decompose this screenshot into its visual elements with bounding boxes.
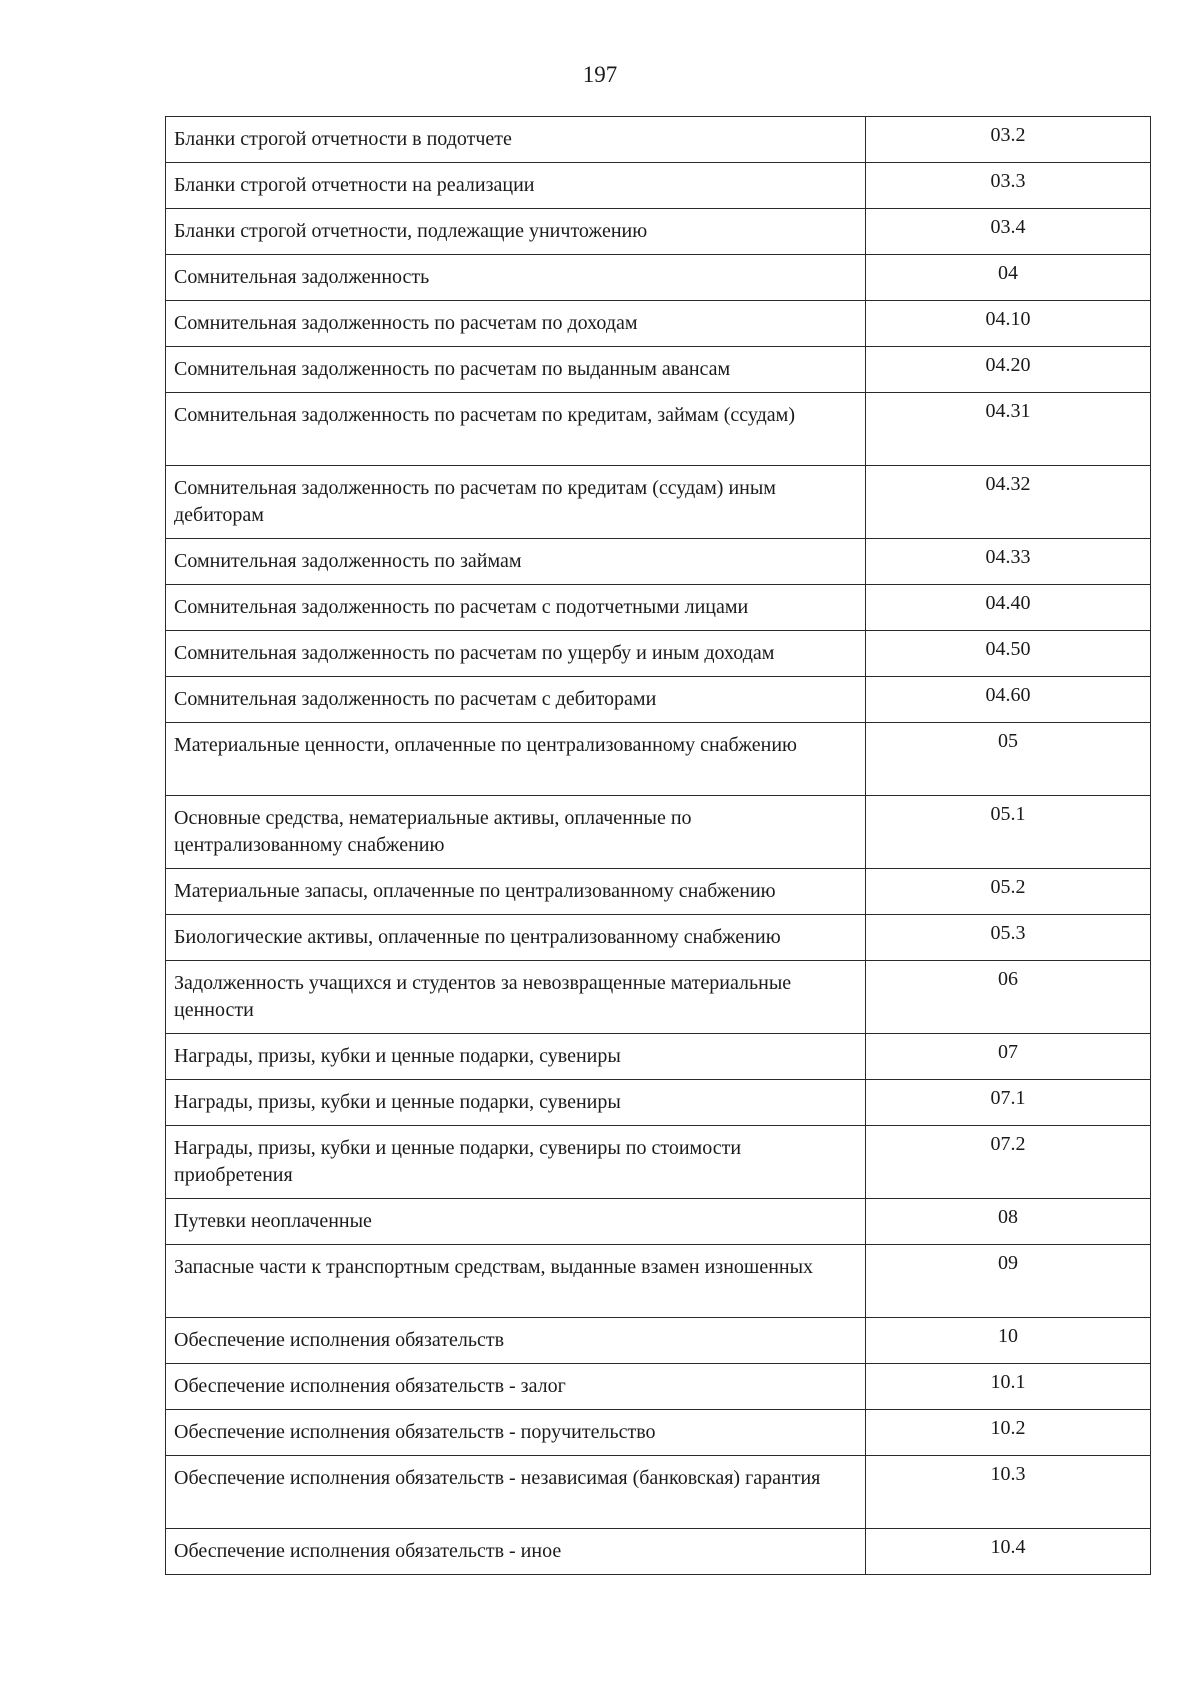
table-row	[166, 1080, 1151, 1126]
account-code-cell: 04.20	[866, 347, 1151, 393]
account-code-cell: 06	[866, 961, 1151, 1034]
table-row	[166, 255, 1151, 301]
table-row	[166, 1034, 1151, 1080]
account-code-cell: 10	[866, 1318, 1151, 1364]
table-row	[166, 869, 1151, 915]
account-code-cell: 04.40	[866, 585, 1151, 631]
account-name-cell: Запасные части к транспортным средствам, выданные взамен изношенных	[166, 1245, 866, 1318]
account-name-cell: Бланки строгой отчетности на реализации	[166, 163, 866, 209]
account-name-cell: Обеспечение исполнения обязательств - независимая (банковская) гарантия	[166, 1456, 866, 1529]
account-code-cell: 03.3	[866, 163, 1151, 209]
table-row	[166, 301, 1151, 347]
account-name-cell: Награды, призы, кубки и ценные подарки, сувениры	[166, 1034, 866, 1080]
account-code-cell: 10.3	[866, 1456, 1151, 1529]
table-row	[166, 1126, 1151, 1199]
account-name-cell: Бланки строгой отчетности в подотчете	[166, 117, 866, 163]
account-code-cell: 04.32	[866, 466, 1151, 539]
account-name-cell: Сомнительная задолженность по расчетам по ущербу и иным доходам	[166, 631, 866, 677]
account-name-cell: Обеспечение исполнения обязательств - поручительство	[166, 1410, 866, 1456]
accounts-table	[165, 116, 1151, 1575]
table-row	[166, 1318, 1151, 1364]
table-row	[166, 163, 1151, 209]
table-row	[166, 209, 1151, 255]
account-code-cell: 04.31	[866, 393, 1151, 466]
account-name-cell: Сомнительная задолженность по расчетам по кредитам, займам (ссудам)	[166, 393, 866, 466]
account-code-cell: 04.33	[866, 539, 1151, 585]
table-row	[166, 466, 1151, 539]
account-code-cell: 03.2	[866, 117, 1151, 163]
table-row	[166, 961, 1151, 1034]
table-row	[166, 393, 1151, 466]
account-name-cell: Обеспечение исполнения обязательств	[166, 1318, 866, 1364]
account-code-cell: 05	[866, 723, 1151, 796]
table-row	[166, 1245, 1151, 1318]
account-code-cell: 10.4	[866, 1529, 1151, 1575]
account-code-cell: 05.2	[866, 869, 1151, 915]
account-code-cell: 05.1	[866, 796, 1151, 869]
account-code-cell: 07	[866, 1034, 1151, 1080]
account-name-cell: Сомнительная задолженность	[166, 255, 866, 301]
table-row	[166, 1529, 1151, 1575]
account-name-cell: Задолженность учащихся и студентов за невозвращенные материальные ценности	[166, 961, 866, 1034]
account-name-cell: Сомнительная задолженность по расчетам с дебиторами	[166, 677, 866, 723]
account-code-cell: 09	[866, 1245, 1151, 1318]
account-name-cell: Бланки строгой отчетности, подлежащие уничтожению	[166, 209, 866, 255]
table-row	[166, 723, 1151, 796]
table-row	[166, 1456, 1151, 1529]
account-code-cell: 04.50	[866, 631, 1151, 677]
account-name-cell: Сомнительная задолженность по займам	[166, 539, 866, 585]
account-code-cell: 05.3	[866, 915, 1151, 961]
account-name-cell: Материальные запасы, оплаченные по централизованному снабжению	[166, 869, 866, 915]
account-name-cell: Награды, призы, кубки и ценные подарки, сувениры по стоимости приобретения	[166, 1126, 866, 1199]
account-name-cell: Сомнительная задолженность по расчетам по кредитам (ссудам) иным дебиторам	[166, 466, 866, 539]
account-code-cell: 07.1	[866, 1080, 1151, 1126]
table-row	[166, 1410, 1151, 1456]
account-code-cell: 10.2	[866, 1410, 1151, 1456]
table-row	[166, 347, 1151, 393]
table-row	[166, 677, 1151, 723]
account-name-cell: Основные средства, нематериальные активы, оплаченные по централизованному снабжению	[166, 796, 866, 869]
page-number: 197	[582, 62, 618, 87]
table-row	[166, 1364, 1151, 1410]
account-code-cell: 10.1	[866, 1364, 1151, 1410]
account-name-cell: Сомнительная задолженность по расчетам с подотчетными лицами	[166, 585, 866, 631]
table-row	[166, 915, 1151, 961]
table-row	[166, 585, 1151, 631]
table-row	[166, 117, 1151, 163]
account-code-cell: 04.10	[866, 301, 1151, 347]
table-row	[166, 539, 1151, 585]
account-code-cell: 03.4	[866, 209, 1151, 255]
account-code-cell: 07.2	[866, 1126, 1151, 1199]
account-name-cell: Сомнительная задолженность по расчетам по выданным авансам	[166, 347, 866, 393]
account-name-cell: Обеспечение исполнения обязательств - залог	[166, 1364, 866, 1410]
account-name-cell: Сомнительная задолженность по расчетам по доходам	[166, 301, 866, 347]
accounts-table-body	[166, 117, 1151, 1575]
account-name-cell: Награды, призы, кубки и ценные подарки, сувениры	[166, 1080, 866, 1126]
account-name-cell: Биологические активы, оплаченные по централизованному снабжению	[166, 915, 866, 961]
account-code-cell: 08	[866, 1199, 1151, 1245]
account-name-cell: Материальные ценности, оплаченные по централизованному снабжению	[166, 723, 866, 796]
account-code-cell: 04.60	[866, 677, 1151, 723]
account-name-cell: Обеспечение исполнения обязательств - иное	[166, 1529, 866, 1575]
account-name-cell: Путевки неоплаченные	[166, 1199, 866, 1245]
table-row	[166, 1199, 1151, 1245]
account-code-cell: 04	[866, 255, 1151, 301]
table-row	[166, 631, 1151, 677]
table-row	[166, 796, 1151, 869]
